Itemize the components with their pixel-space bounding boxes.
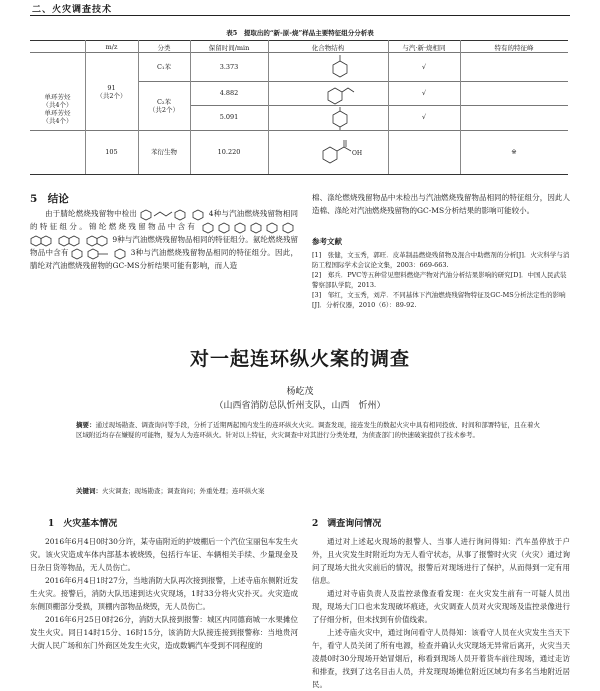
class-c2: C₂苯 （共2个） — [148, 98, 180, 114]
table-vline — [268, 40, 269, 174]
ethylbenzene-structure-icon — [322, 82, 358, 106]
section1-paragraph: 2016年6月4日0时30分许，某寺庙附近的护坡棚后一个汽位宝丽包车发生火灾。该火灾造成车体内部基本被烧毁，包括行车证、车辆相关手续、少量现金及日杂日货等物品，无人员伤亡。 — [30, 537, 298, 572]
conclusion-paragraph: 由于腈纶燃烧残留物中检出 4种与汽油燃烧残留物相同的特征组分。锦纶燃烧残留物品中含有 9种与汽油燃烧残留物品相同的特征组分。氨纶燃烧残留物品中含有 3种与汽油燃烧残留物品相同的特征组分。因此，腈纶对汽油燃烧残留物的GC-MS分析结果可能有影响，而人造 — [30, 209, 299, 270]
oh-label: OH — [352, 150, 363, 157]
molecule-icon — [71, 248, 111, 259]
reference-item: [1] 张健，文玉秀，郭旺．皮革制品燃烧残留物及混合中助燃剂的分析[J]．火灾科学与消防工程国际学术会议论文集，2003：669-663. — [312, 251, 570, 269]
section1-body — [30, 535, 298, 679]
molecule-icon — [192, 209, 206, 220]
article-title: 对一起连环纵火案的调查 — [189, 348, 410, 370]
reference-item: [2] 郑兵．PVC等五种常见塑料燃烧产物对汽油分析结果影响的研究[D]．中国人民武装警察部队学院，2013. — [312, 271, 567, 289]
section-heading-conclusion: 5 结论 — [30, 193, 69, 205]
section1-paragraph: 2016年6月25日0时26分，消防大队接到报警：城区内同德商城一水果摊位发生火灾。同日14时15分、16时15分，该消防大队接连接到报警称：当地贵河大街人民广场和东门外商区处发生火灾，造成数辆汽车受到不同程度的 — [30, 615, 298, 650]
class-c1: C₁苯 — [156, 63, 172, 71]
col-header-mz: m/z — [105, 43, 118, 51]
rt-value: 3.373 — [219, 63, 239, 71]
table-row-rule — [30, 130, 568, 131]
running-header: 二、火灾调查技术 — [32, 5, 113, 15]
header-rule — [30, 15, 570, 16]
xylene-structure-icon — [325, 106, 355, 130]
section-heading-2: 2 调查询问情况 — [312, 519, 382, 529]
right-column-paragraph: 棉、涤纶燃烧残留物品中未检出与汽油燃烧残留物品相同的特征组分，因此人造棉、涤纶对汽油燃烧残留物的GC-MS分析结果的影响可能较小。 — [312, 193, 570, 215]
rt-value: 10.220 — [217, 148, 241, 156]
unique-mark: ※ — [511, 148, 517, 156]
section2-paragraph: 上述寺庙火灾中，通过询问看守人员得知：该看守人员在火灾发生当天下午，看守人员关闭了所有电源，检查并确认火灾现场无异常后离开，火灾当天凌晨0时30分现场开始冒烟后，称看到现场人员开着货车前往现场，通过走访和排查，找到了这名目击人员，并发现现场摊位附近区域均有多名当地附近居民。 — [312, 628, 570, 689]
rt-value: 4.882 — [219, 89, 239, 97]
same-check: √ — [421, 63, 427, 71]
col-header-class: 分类 — [157, 44, 171, 52]
col-header-rt: 保留时间/min — [208, 44, 250, 52]
molecule-icon — [30, 235, 110, 246]
article-affiliation: （山西省消防总队忻州支队，山西 忻州） — [214, 401, 386, 411]
table-header-rule — [30, 52, 568, 53]
article-author: 杨屹茂 — [286, 387, 314, 397]
section1-paragraph: 2016年6月4日1时27分，当地消防大队再次接到报警，上述寺庙东侧附近发生火灾。接警后，消防大队迅速到达火灾现场，1时33分将火灾扑灭。火灾造成东侧顶棚部分受损，顶棚内部物品烧毁，无人员伤亡。 — [30, 576, 298, 611]
molecule-icon — [140, 209, 190, 220]
section-heading-1: 1 火灾基本情况 — [48, 519, 118, 529]
same-check: √ — [421, 113, 427, 121]
molecule-icon — [114, 248, 128, 259]
mz-105: 105 — [105, 148, 118, 156]
rt-value: 5.091 — [219, 113, 239, 121]
keywords: 关键词：火灾调查；现场勘查；调查询问；外重处理；连环纵火案 — [76, 487, 265, 495]
mz-91: 91 （共2个） — [96, 84, 127, 100]
col-header-unique: 特有的特征峰 — [494, 44, 534, 52]
section2-body — [312, 535, 570, 689]
table-row-rule — [190, 105, 568, 106]
same-check: √ — [421, 89, 427, 97]
abstract: 摘要：通过现场勘查、调查询问等手段，分析了近期两起国内发生的连环纵火火灾。调查发现，接连发生的数起火灾中具有相同投放、时间和部署特征，且在着火区域附近均存在嫌疑的可能物，疑为人为连环纵火。针对以上特征，火灾调查中对其进行分类处理，为侦查部门的快速破案提供了技术参考。 — [76, 421, 541, 439]
col-header-same: 与汽·新·烧相同 — [402, 44, 446, 52]
reference-item: [3] 邹红，文玉秀，刘芹．不同基体下汽油燃烧残留物特征及GC-MS分析法定性的影响[J]．分析仪器，2010（6）：89-92. — [312, 291, 566, 309]
col-header-structure: 化合物结构 — [311, 44, 345, 52]
reference-list — [312, 250, 570, 310]
table-bottom-rule — [30, 174, 568, 175]
group-label: 单环芳烃 （共4个） 单环芳烃 （共4个） — [42, 93, 73, 125]
references-heading: 参考文献 — [312, 237, 342, 246]
section2-paragraph: 通过对上述起火现场的报警人、当事人进行询问得知：汽车虽停放于户外，且火灾发生时附近均为无人看守状态，从事了报警时火灾（火灾）通过询问了现场大批火灾前后的情况，报警后对现场进行了保护，从而得到一定有用信息。 — [312, 537, 570, 585]
table-vline — [388, 40, 389, 174]
toluene-structure-icon — [325, 55, 355, 79]
class-derivative: 苯衍生物 — [151, 148, 177, 156]
table-caption: 表5 提取出的“新-原-烧”样品主要特征组分分析表 — [226, 29, 374, 37]
table-top-rule — [30, 40, 568, 41]
section2-paragraph: 通过对寺庙负责人及监控录像查看发现：在火灾发生前有一可疑人员出现，现场大门口也未发现破坏痕迹，火灾调查人员对火灾现场及监控录像进行了仔细分析，但未找到有价值线索。 — [312, 589, 570, 624]
molecule-icon — [202, 222, 298, 233]
